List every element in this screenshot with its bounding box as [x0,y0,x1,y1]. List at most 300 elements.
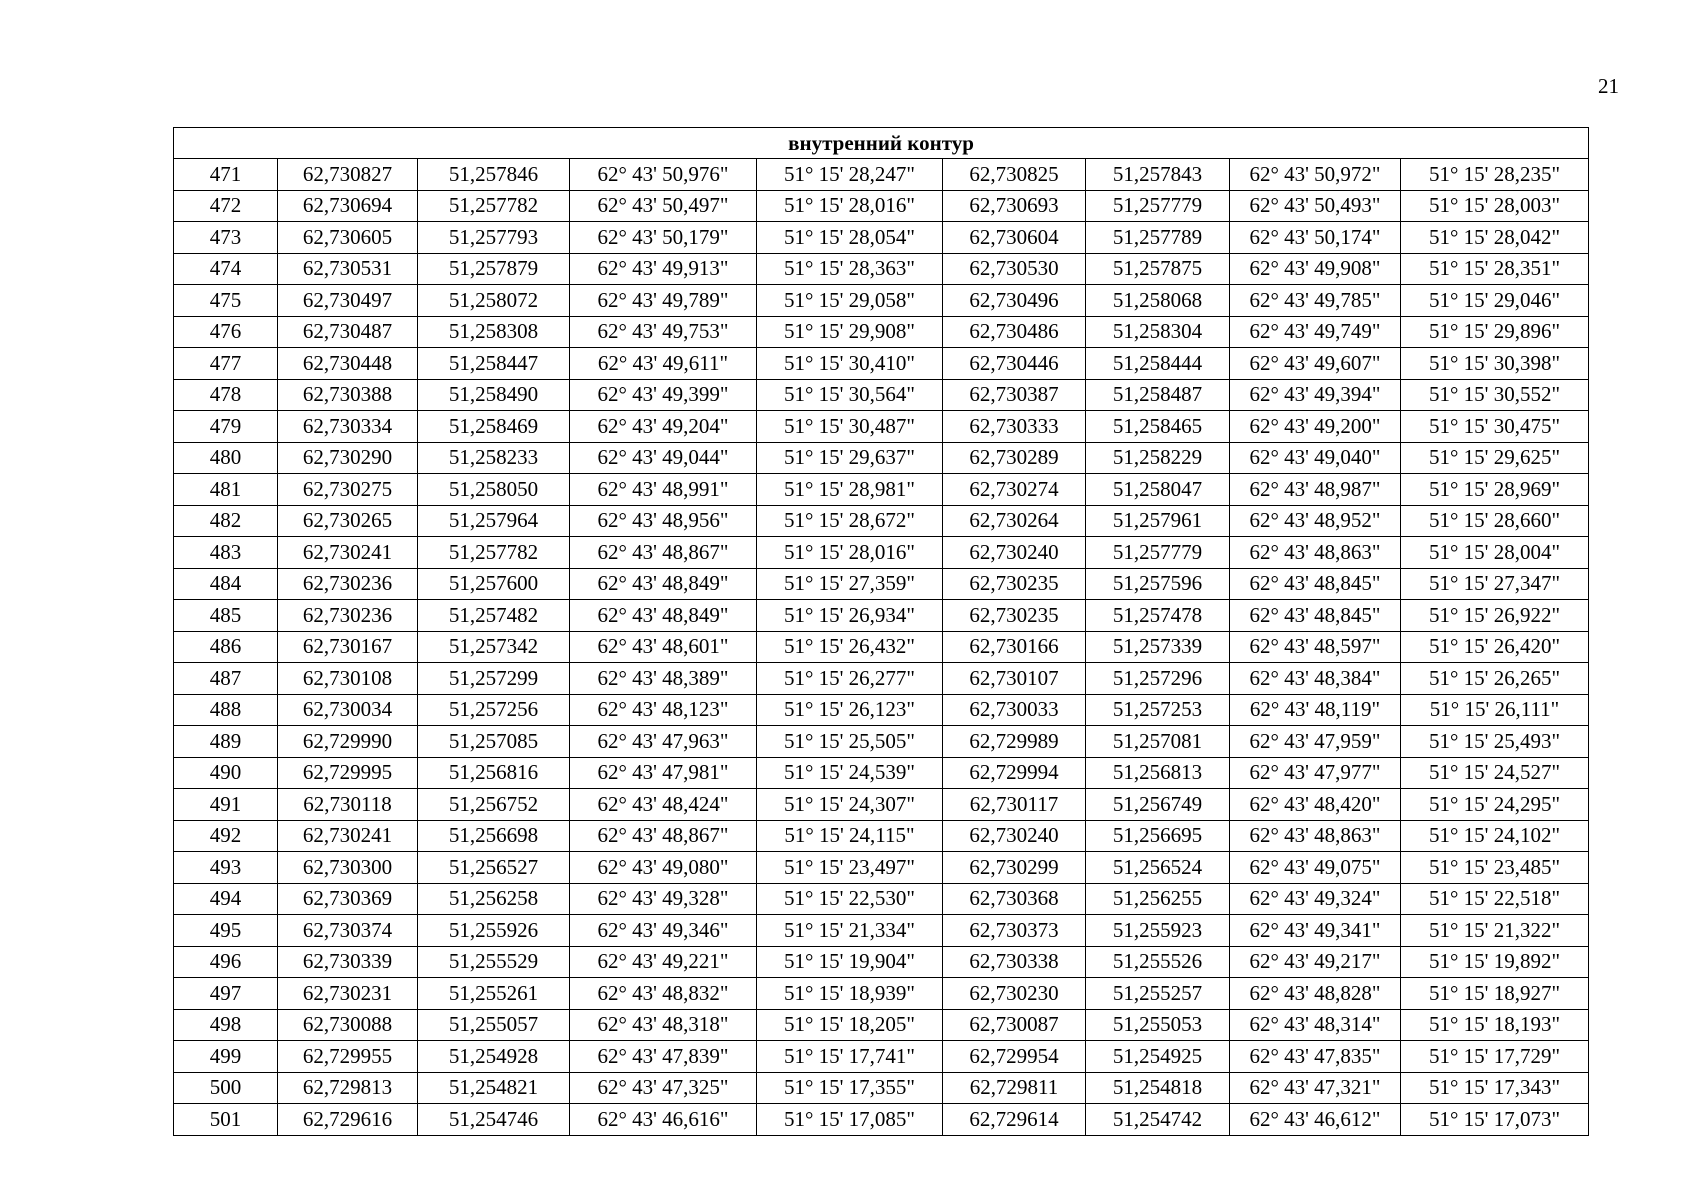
lon-decimal-alt-cell: 51,255526 [1086,946,1230,978]
lon-dms-cell: 51° 15' 17,355" [757,1072,943,1104]
lat-dms-alt-cell: 62° 43' 49,341" [1230,915,1401,947]
lon-dms-alt-cell: 51° 15' 22,518" [1401,883,1589,915]
lat-decimal-alt-cell: 62,730117 [943,789,1086,821]
lat-decimal-cell: 62,730369 [278,883,418,915]
table-row [174,411,1589,443]
lon-dms-cell: 51° 15' 27,359" [757,568,943,600]
lon-decimal-alt-cell: 51,257478 [1086,600,1230,632]
lon-dms-alt-cell: 51° 15' 25,493" [1401,726,1589,758]
lat-dms-alt-cell: 62° 43' 50,493" [1230,190,1401,222]
lon-decimal-alt-cell: 51,257789 [1086,222,1230,254]
lon-dms-alt-cell: 51° 15' 28,969" [1401,474,1589,506]
lon-decimal-alt-cell: 51,254742 [1086,1104,1230,1136]
lat-dms-alt-cell: 62° 43' 48,314" [1230,1009,1401,1041]
lat-dms-cell: 62° 43' 49,611" [570,348,757,380]
lon-decimal-cell: 51,258447 [418,348,570,380]
lat-dms-alt-cell: 62° 43' 48,952" [1230,505,1401,537]
lon-decimal-cell: 51,257482 [418,600,570,632]
table-row [174,789,1589,821]
lat-decimal-alt-cell: 62,730338 [943,946,1086,978]
lon-dms-cell: 51° 15' 23,497" [757,852,943,884]
lat-dms-alt-cell: 62° 43' 47,321" [1230,1072,1401,1104]
lon-decimal-cell: 51,258072 [418,285,570,317]
lon-decimal-alt-cell: 51,256255 [1086,883,1230,915]
point-number-cell: 473 [174,222,278,254]
lat-decimal-alt-cell: 62,730446 [943,348,1086,380]
lon-dms-alt-cell: 51° 15' 28,004" [1401,537,1589,569]
lat-dms-alt-cell: 62° 43' 49,607" [1230,348,1401,380]
lat-decimal-cell: 62,730487 [278,316,418,348]
table-row [174,568,1589,600]
table-row [174,663,1589,695]
section-title: внутренний контур [174,128,1589,159]
point-number-cell: 491 [174,789,278,821]
lon-decimal-alt-cell: 51,255923 [1086,915,1230,947]
lon-decimal-alt-cell: 51,257843 [1086,159,1230,191]
lon-dms-cell: 51° 15' 18,939" [757,978,943,1010]
lon-decimal-cell: 51,257342 [418,631,570,663]
lon-dms-alt-cell: 51° 15' 17,073" [1401,1104,1589,1136]
lon-dms-cell: 51° 15' 24,539" [757,757,943,789]
table-row [174,159,1589,191]
lon-decimal-alt-cell: 51,257081 [1086,726,1230,758]
lon-decimal-cell: 51,257256 [418,694,570,726]
lat-decimal-alt-cell: 62,730235 [943,600,1086,632]
lat-decimal-cell: 62,730388 [278,379,418,411]
lon-decimal-cell: 51,257782 [418,537,570,569]
table-row [174,726,1589,758]
lon-decimal-alt-cell: 51,258068 [1086,285,1230,317]
lat-dms-cell: 62° 43' 49,399" [570,379,757,411]
lon-dms-cell: 51° 15' 22,530" [757,883,943,915]
lat-decimal-cell: 62,729813 [278,1072,418,1104]
lon-decimal-alt-cell: 51,258229 [1086,442,1230,474]
lon-dms-cell: 51° 15' 18,205" [757,1009,943,1041]
table-row [174,820,1589,852]
lat-decimal-alt-cell: 62,730486 [943,316,1086,348]
lon-dms-cell: 51° 15' 30,564" [757,379,943,411]
lat-dms-alt-cell: 62° 43' 49,394" [1230,379,1401,411]
lat-dms-cell: 62° 43' 49,221" [570,946,757,978]
lon-decimal-alt-cell: 51,257961 [1086,505,1230,537]
table-row [174,978,1589,1010]
point-number-cell: 476 [174,316,278,348]
lat-dms-cell: 62° 43' 48,389" [570,663,757,695]
table-row [174,883,1589,915]
lat-dms-cell: 62° 43' 49,913" [570,253,757,285]
lat-decimal-alt-cell: 62,730530 [943,253,1086,285]
lon-decimal-cell: 51,257782 [418,190,570,222]
lon-dms-alt-cell: 51° 15' 19,892" [1401,946,1589,978]
lat-decimal-cell: 62,729616 [278,1104,418,1136]
lat-dms-alt-cell: 62° 43' 49,075" [1230,852,1401,884]
lat-decimal-alt-cell: 62,730274 [943,474,1086,506]
lat-dms-alt-cell: 62° 43' 48,384" [1230,663,1401,695]
lon-decimal-cell: 51,257299 [418,663,570,695]
lat-dms-alt-cell: 62° 43' 50,174" [1230,222,1401,254]
lat-dms-alt-cell: 62° 43' 49,785" [1230,285,1401,317]
point-number-cell: 477 [174,348,278,380]
lat-decimal-alt-cell: 62,730087 [943,1009,1086,1041]
point-number-cell: 493 [174,852,278,884]
lat-decimal-alt-cell: 62,730825 [943,159,1086,191]
lat-dms-alt-cell: 62° 43' 49,040" [1230,442,1401,474]
lon-dms-alt-cell: 51° 15' 28,042" [1401,222,1589,254]
lon-dms-alt-cell: 51° 15' 28,235" [1401,159,1589,191]
table-row [174,253,1589,285]
lat-decimal-alt-cell: 62,730496 [943,285,1086,317]
lat-dms-cell: 62° 43' 48,867" [570,537,757,569]
lon-dms-cell: 51° 15' 26,277" [757,663,943,695]
lon-decimal-cell: 51,258469 [418,411,570,443]
lat-decimal-cell: 62,729995 [278,757,418,789]
lat-dms-cell: 62° 43' 49,044" [570,442,757,474]
table-row [174,1104,1589,1136]
lat-decimal-alt-cell: 62,729994 [943,757,1086,789]
lat-dms-alt-cell: 62° 43' 47,835" [1230,1041,1401,1073]
lat-dms-alt-cell: 62° 43' 50,972" [1230,159,1401,191]
lon-dms-cell: 51° 15' 19,904" [757,946,943,978]
lat-decimal-cell: 62,730265 [278,505,418,537]
lon-decimal-alt-cell: 51,256813 [1086,757,1230,789]
lat-decimal-cell: 62,730290 [278,442,418,474]
table-row [174,946,1589,978]
table-row [174,379,1589,411]
point-number-cell: 496 [174,946,278,978]
lat-decimal-alt-cell: 62,730604 [943,222,1086,254]
lat-dms-cell: 62° 43' 47,839" [570,1041,757,1073]
lat-decimal-alt-cell: 62,730235 [943,568,1086,600]
lon-dms-alt-cell: 51° 15' 17,343" [1401,1072,1589,1104]
lat-decimal-cell: 62,729990 [278,726,418,758]
lon-dms-alt-cell: 51° 15' 24,295" [1401,789,1589,821]
lat-decimal-alt-cell: 62,730107 [943,663,1086,695]
point-number-cell: 487 [174,663,278,695]
lat-decimal-alt-cell: 62,730693 [943,190,1086,222]
lon-decimal-alt-cell: 51,257339 [1086,631,1230,663]
lat-dms-cell: 62° 43' 48,991" [570,474,757,506]
lat-decimal-alt-cell: 62,730387 [943,379,1086,411]
point-number-cell: 488 [174,694,278,726]
lat-decimal-alt-cell: 62,729954 [943,1041,1086,1073]
lon-decimal-cell: 51,258308 [418,316,570,348]
lon-dms-cell: 51° 15' 28,016" [757,537,943,569]
point-number-cell: 471 [174,159,278,191]
lon-decimal-cell: 51,258490 [418,379,570,411]
lon-dms-cell: 51° 15' 28,016" [757,190,943,222]
lon-decimal-cell: 51,257793 [418,222,570,254]
lon-dms-cell: 51° 15' 24,307" [757,789,943,821]
lat-dms-cell: 62° 43' 48,956" [570,505,757,537]
lon-dms-alt-cell: 51° 15' 26,922" [1401,600,1589,632]
lat-decimal-alt-cell: 62,730289 [943,442,1086,474]
lat-dms-cell: 62° 43' 50,497" [570,190,757,222]
lon-decimal-cell: 51,254928 [418,1041,570,1073]
lon-decimal-alt-cell: 51,255257 [1086,978,1230,1010]
lat-dms-alt-cell: 62° 43' 48,119" [1230,694,1401,726]
lon-dms-alt-cell: 51° 15' 29,625" [1401,442,1589,474]
lon-dms-cell: 51° 15' 30,410" [757,348,943,380]
lat-decimal-cell: 62,730088 [278,1009,418,1041]
lon-decimal-cell: 51,258233 [418,442,570,474]
lon-decimal-alt-cell: 51,258487 [1086,379,1230,411]
lat-dms-cell: 62° 43' 48,867" [570,820,757,852]
lat-dms-cell: 62° 43' 48,601" [570,631,757,663]
point-number-cell: 494 [174,883,278,915]
table-row [174,915,1589,947]
lat-decimal-cell: 62,730531 [278,253,418,285]
lat-decimal-cell: 62,730374 [278,915,418,947]
lat-decimal-cell: 62,730241 [278,537,418,569]
lat-dms-cell: 62° 43' 49,753" [570,316,757,348]
lat-dms-alt-cell: 62° 43' 48,845" [1230,568,1401,600]
lat-decimal-alt-cell: 62,730299 [943,852,1086,884]
point-number-cell: 489 [174,726,278,758]
table-row [174,474,1589,506]
table-row [174,505,1589,537]
page-number: 21 [1598,74,1619,98]
lat-decimal-cell: 62,730167 [278,631,418,663]
lat-dms-cell: 62° 43' 48,832" [570,978,757,1010]
lat-dms-cell: 62° 43' 49,346" [570,915,757,947]
lon-dms-alt-cell: 51° 15' 29,896" [1401,316,1589,348]
lon-decimal-cell: 51,256527 [418,852,570,884]
lon-decimal-cell: 51,255926 [418,915,570,947]
lon-dms-alt-cell: 51° 15' 30,475" [1401,411,1589,443]
lon-dms-cell: 51° 15' 17,741" [757,1041,943,1073]
lat-decimal-alt-cell: 62,730373 [943,915,1086,947]
lon-dms-cell: 51° 15' 28,054" [757,222,943,254]
lat-decimal-alt-cell: 62,729989 [943,726,1086,758]
lon-dms-cell: 51° 15' 29,637" [757,442,943,474]
lon-dms-cell: 51° 15' 28,247" [757,159,943,191]
lon-dms-cell: 51° 15' 25,505" [757,726,943,758]
lon-decimal-alt-cell: 51,255053 [1086,1009,1230,1041]
lat-decimal-alt-cell: 62,729614 [943,1104,1086,1136]
lon-dms-cell: 51° 15' 28,363" [757,253,943,285]
lat-decimal-cell: 62,730334 [278,411,418,443]
lat-dms-cell: 62° 43' 49,204" [570,411,757,443]
lon-decimal-alt-cell: 51,258304 [1086,316,1230,348]
point-number-cell: 484 [174,568,278,600]
lat-decimal-cell: 62,730231 [278,978,418,1010]
lat-dms-alt-cell: 62° 43' 47,977" [1230,757,1401,789]
lat-dms-alt-cell: 62° 43' 49,200" [1230,411,1401,443]
lat-dms-alt-cell: 62° 43' 49,749" [1230,316,1401,348]
lon-dms-alt-cell: 51° 15' 29,046" [1401,285,1589,317]
table-row [174,285,1589,317]
lon-decimal-cell: 51,256698 [418,820,570,852]
lon-decimal-cell: 51,255529 [418,946,570,978]
lon-decimal-cell: 51,255057 [418,1009,570,1041]
lon-decimal-alt-cell: 51,258444 [1086,348,1230,380]
lon-dms-cell: 51° 15' 30,487" [757,411,943,443]
lat-decimal-cell: 62,730236 [278,600,418,632]
point-number-cell: 481 [174,474,278,506]
lon-decimal-cell: 51,258050 [418,474,570,506]
lat-dms-cell: 62° 43' 49,328" [570,883,757,915]
lat-dms-alt-cell: 62° 43' 47,959" [1230,726,1401,758]
point-number-cell: 472 [174,190,278,222]
lon-dms-alt-cell: 51° 15' 17,729" [1401,1041,1589,1073]
point-number-cell: 474 [174,253,278,285]
point-number-cell: 482 [174,505,278,537]
lat-decimal-cell: 62,730236 [278,568,418,600]
lat-dms-alt-cell: 62° 43' 48,845" [1230,600,1401,632]
lat-decimal-cell: 62,730339 [278,946,418,978]
lat-decimal-alt-cell: 62,730333 [943,411,1086,443]
lat-dms-alt-cell: 62° 43' 48,987" [1230,474,1401,506]
lat-dms-alt-cell: 62° 43' 48,420" [1230,789,1401,821]
lon-decimal-cell: 51,257964 [418,505,570,537]
lat-decimal-alt-cell: 62,730264 [943,505,1086,537]
point-number-cell: 483 [174,537,278,569]
point-number-cell: 478 [174,379,278,411]
lon-dms-alt-cell: 51° 15' 28,660" [1401,505,1589,537]
lat-decimal-cell: 62,730118 [278,789,418,821]
lon-decimal-cell: 51,257085 [418,726,570,758]
lat-decimal-cell: 62,730694 [278,190,418,222]
point-number-cell: 475 [174,285,278,317]
lon-decimal-alt-cell: 51,256749 [1086,789,1230,821]
lon-decimal-cell: 51,257879 [418,253,570,285]
lat-dms-alt-cell: 62° 43' 48,828" [1230,978,1401,1010]
lat-dms-alt-cell: 62° 43' 48,597" [1230,631,1401,663]
table-row [174,537,1589,569]
table-row [174,757,1589,789]
lat-decimal-alt-cell: 62,730368 [943,883,1086,915]
lon-dms-alt-cell: 51° 15' 26,420" [1401,631,1589,663]
lon-decimal-cell: 51,256258 [418,883,570,915]
table-row [174,694,1589,726]
lon-dms-alt-cell: 51° 15' 24,102" [1401,820,1589,852]
lon-decimal-alt-cell: 51,258047 [1086,474,1230,506]
lon-dms-cell: 51° 15' 26,123" [757,694,943,726]
lon-decimal-alt-cell: 51,257779 [1086,537,1230,569]
lat-dms-cell: 62° 43' 48,424" [570,789,757,821]
point-number-cell: 485 [174,600,278,632]
lon-dms-cell: 51° 15' 26,432" [757,631,943,663]
lon-decimal-alt-cell: 51,257875 [1086,253,1230,285]
lon-dms-alt-cell: 51° 15' 28,351" [1401,253,1589,285]
lon-dms-alt-cell: 51° 15' 28,003" [1401,190,1589,222]
lon-decimal-alt-cell: 51,256695 [1086,820,1230,852]
point-number-cell: 479 [174,411,278,443]
lat-dms-cell: 62° 43' 50,976" [570,159,757,191]
lon-dms-alt-cell: 51° 15' 21,322" [1401,915,1589,947]
lon-dms-alt-cell: 51° 15' 30,398" [1401,348,1589,380]
point-number-cell: 501 [174,1104,278,1136]
lon-decimal-alt-cell: 51,254818 [1086,1072,1230,1104]
lat-dms-cell: 62° 43' 47,325" [570,1072,757,1104]
lat-decimal-cell: 62,730827 [278,159,418,191]
lat-dms-cell: 62° 43' 49,789" [570,285,757,317]
lon-dms-alt-cell: 51° 15' 30,552" [1401,379,1589,411]
table-row [174,631,1589,663]
lat-decimal-cell: 62,730497 [278,285,418,317]
point-number-cell: 498 [174,1009,278,1041]
lat-decimal-cell: 62,730108 [278,663,418,695]
table-row [174,442,1589,474]
lat-dms-cell: 62° 43' 46,616" [570,1104,757,1136]
table-row [174,222,1589,254]
lon-dms-alt-cell: 51° 15' 26,111" [1401,694,1589,726]
lon-decimal-cell: 51,257846 [418,159,570,191]
lat-dms-cell: 62° 43' 50,179" [570,222,757,254]
lat-dms-cell: 62° 43' 47,963" [570,726,757,758]
lon-decimal-cell: 51,257600 [418,568,570,600]
point-number-cell: 486 [174,631,278,663]
lon-decimal-alt-cell: 51,257779 [1086,190,1230,222]
lon-dms-alt-cell: 51° 15' 24,527" [1401,757,1589,789]
lon-dms-cell: 51° 15' 17,085" [757,1104,943,1136]
lon-decimal-cell: 51,255261 [418,978,570,1010]
lat-dms-cell: 62° 43' 47,981" [570,757,757,789]
table-row [174,348,1589,380]
lon-dms-cell: 51° 15' 29,908" [757,316,943,348]
lat-dms-alt-cell: 62° 43' 46,612" [1230,1104,1401,1136]
lat-decimal-alt-cell: 62,730166 [943,631,1086,663]
lon-decimal-alt-cell: 51,254925 [1086,1041,1230,1073]
lat-dms-cell: 62° 43' 48,123" [570,694,757,726]
table-row [174,1041,1589,1073]
lat-dms-cell: 62° 43' 48,318" [570,1009,757,1041]
lon-decimal-alt-cell: 51,258465 [1086,411,1230,443]
point-number-cell: 495 [174,915,278,947]
lon-decimal-cell: 51,256752 [418,789,570,821]
point-number-cell: 497 [174,978,278,1010]
lon-dms-alt-cell: 51° 15' 27,347" [1401,568,1589,600]
lat-decimal-cell: 62,730241 [278,820,418,852]
lon-dms-cell: 51° 15' 29,058" [757,285,943,317]
lon-dms-cell: 51° 15' 24,115" [757,820,943,852]
lon-decimal-alt-cell: 51,257596 [1086,568,1230,600]
lat-dms-alt-cell: 62° 43' 49,324" [1230,883,1401,915]
point-number-cell: 490 [174,757,278,789]
table-row [174,600,1589,632]
lat-decimal-cell: 62,730448 [278,348,418,380]
lat-decimal-cell: 62,729955 [278,1041,418,1073]
lon-decimal-cell: 51,256816 [418,757,570,789]
lat-dms-alt-cell: 62° 43' 49,217" [1230,946,1401,978]
section-header-row [174,128,1589,159]
lon-dms-alt-cell: 51° 15' 23,485" [1401,852,1589,884]
lon-dms-cell: 51° 15' 26,934" [757,600,943,632]
lat-decimal-cell: 62,730300 [278,852,418,884]
lat-dms-alt-cell: 62° 43' 48,863" [1230,537,1401,569]
point-number-cell: 499 [174,1041,278,1073]
lat-dms-cell: 62° 43' 48,849" [570,600,757,632]
lat-dms-alt-cell: 62° 43' 48,863" [1230,820,1401,852]
lon-dms-alt-cell: 51° 15' 18,927" [1401,978,1589,1010]
lon-dms-cell: 51° 15' 28,672" [757,505,943,537]
lat-dms-cell: 62° 43' 48,849" [570,568,757,600]
coordinates-table [173,127,1589,1136]
lat-decimal-alt-cell: 62,730240 [943,820,1086,852]
point-number-cell: 492 [174,820,278,852]
lon-dms-alt-cell: 51° 15' 18,193" [1401,1009,1589,1041]
lat-decimal-alt-cell: 62,730033 [943,694,1086,726]
lat-decimal-alt-cell: 62,730240 [943,537,1086,569]
table-row [174,190,1589,222]
lon-decimal-alt-cell: 51,257296 [1086,663,1230,695]
lon-dms-alt-cell: 51° 15' 26,265" [1401,663,1589,695]
table-row [174,1009,1589,1041]
lon-decimal-cell: 51,254746 [418,1104,570,1136]
lon-dms-cell: 51° 15' 21,334" [757,915,943,947]
point-number-cell: 500 [174,1072,278,1104]
lon-decimal-alt-cell: 51,256524 [1086,852,1230,884]
